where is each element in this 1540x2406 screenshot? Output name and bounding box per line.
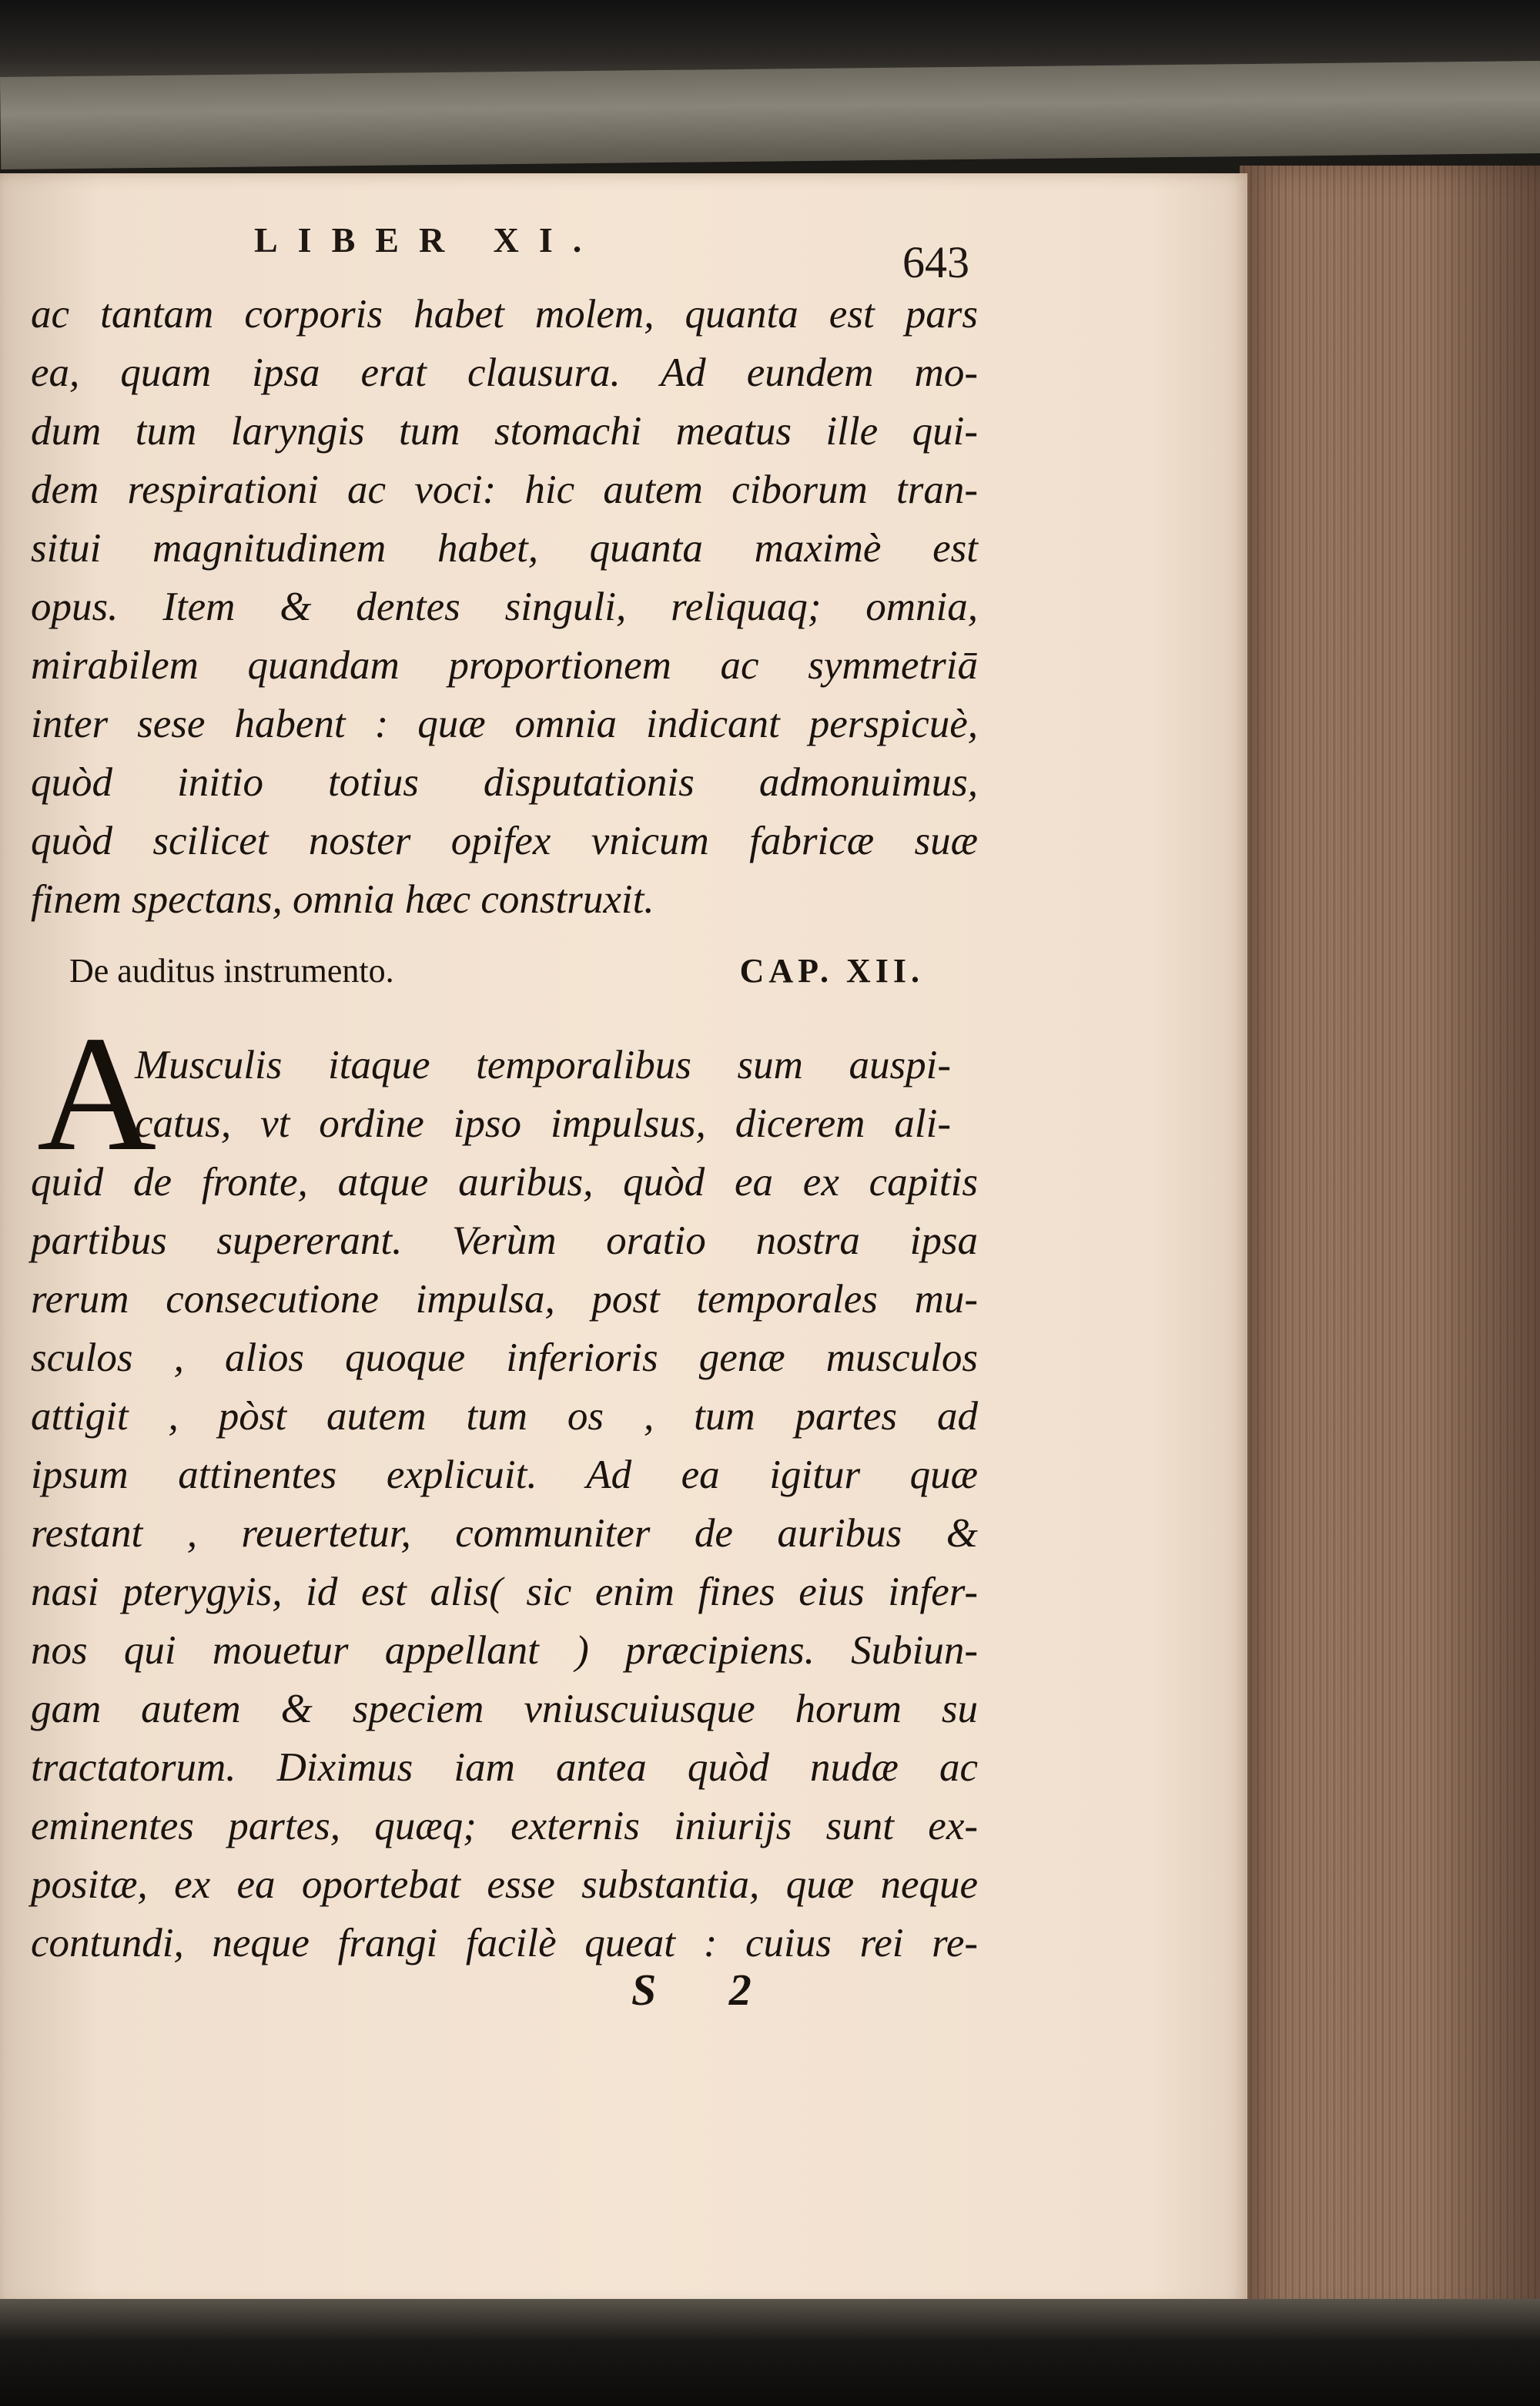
text-line: nasi pterygyis, id est alis( sic enim fines eius infer- (31, 1570, 978, 1614)
text-line: finem spectans, omnia hæc construxit. (31, 877, 654, 922)
dark-background-bottom (0, 2299, 1540, 2406)
text-line: dem respirationi ac voci: hic autem ciborum tran- (31, 467, 978, 512)
text-line: gam autem & speciem vniuscuiusque horum su (31, 1687, 978, 1731)
text-line: restant , reuertetur, communiter de auribus & (31, 1511, 978, 1556)
book-top-edge (0, 61, 1540, 169)
running-head (46, 219, 993, 287)
text-line: contundi, neque frangi facilè queat : cuius rei re- (31, 1921, 978, 1965)
chapter-number: CAP. XII. (739, 952, 924, 990)
text-line: catus, vt ordine ipso impulsus, dicerem ali- (135, 1101, 951, 1146)
text-line: situi magnitudinem habet, quanta maximè est (31, 526, 978, 571)
text-line: attigit , pòst autem tum os , tum partes ad (31, 1394, 978, 1439)
text-line: eminentes partes, quæq; externis iniurijs sunt ex- (31, 1804, 978, 1848)
text-line: ac tantam corporis habet molem, quanta est pars (31, 292, 978, 337)
text-line: rerum consecutione impulsa, post temporales mu- (31, 1277, 978, 1322)
text-line: mirabilem quandam proportionem ac symmetriā (31, 643, 978, 688)
text-line: ea, quam ipsa erat clausura. Ad eundem mo- (31, 350, 978, 395)
text-line: dum tum laryngis tum stomachi meatus ille qui- (31, 409, 978, 454)
running-title: LIBER XI. (254, 220, 602, 260)
paragraph-1 (31, 285, 978, 929)
text-line: tractatorum. Diximus iam antea quòd nudæ ac (31, 1745, 978, 1790)
text-line: quòd initio totius disputationis admonuimus, (31, 760, 978, 805)
text-line: quid de fronte, atque auribus, quòd ea ex capitis (31, 1160, 978, 1205)
text-line: partibus supererant. Verùm oratio nostra ipsa (31, 1218, 978, 1263)
text-line: positæ, ex ea oportebat esse substantia, quæ neque (31, 1862, 978, 1907)
text-line: ipsum attinentes explicuit. Ad ea igitur quæ (31, 1453, 978, 1497)
paragraph-2-opening (135, 1036, 951, 1153)
text-line: opus. Item & dentes singuli, reliquaq; omnia, (31, 585, 978, 629)
page-number: 643 (902, 237, 969, 287)
paragraph-2 (31, 1153, 978, 1972)
drop-capital: A (37, 1001, 157, 1185)
text-line: sculos , alios quoque inferioris genæ musculos (31, 1335, 978, 1380)
text-line: Musculis itaque temporalibus sum auspi- (135, 1043, 951, 1087)
text-line: quòd scilicet noster opifex vnicum fabricæ suæ (31, 819, 978, 863)
chapter-heading (31, 951, 924, 1005)
text-line: nos qui mouetur appellant ) præcipiens. Subiun- (31, 1628, 978, 1673)
fore-edge-shadow (1424, 166, 1540, 2322)
signature-mark: S 2 (631, 1965, 782, 2015)
chapter-title: De auditus instrumento. (69, 952, 394, 990)
text-line: inter sese habent : quæ omnia indicant perspicuè, (31, 702, 978, 746)
